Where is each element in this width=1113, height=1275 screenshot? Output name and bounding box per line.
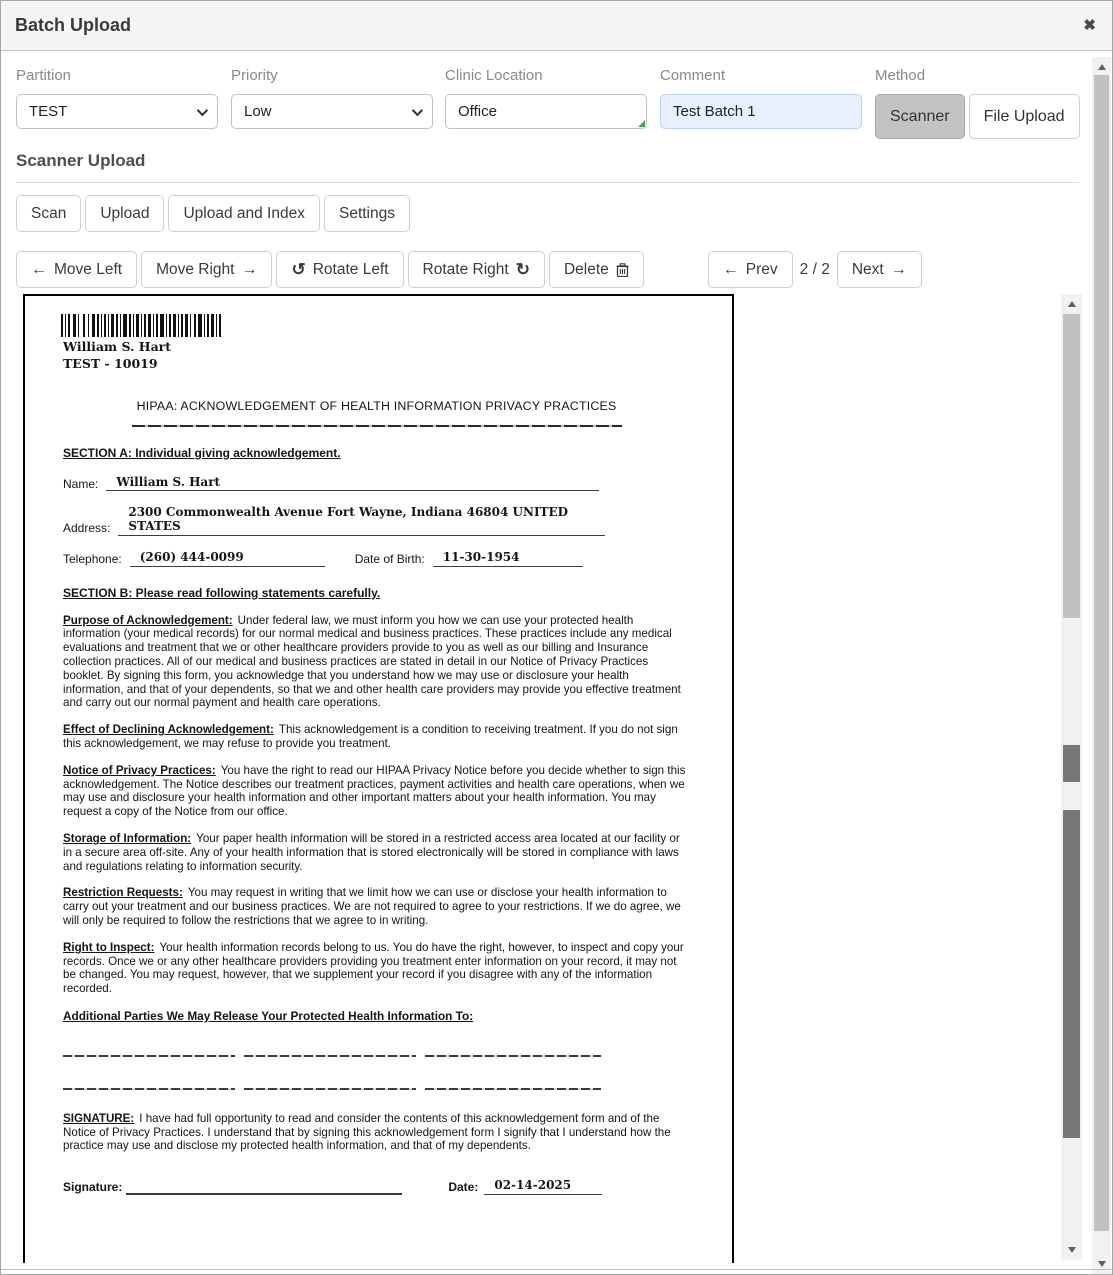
doc-date-label: Date: bbox=[448, 1180, 479, 1195]
arrow-left-icon: ← bbox=[31, 260, 47, 278]
dialog-title: Batch Upload bbox=[15, 15, 132, 35]
doc-blank-line bbox=[244, 1088, 416, 1090]
scroll-up-icon[interactable] bbox=[1061, 296, 1082, 312]
doc-section-b-heading: SECTION B: Please read following statements carefully. bbox=[63, 585, 381, 600]
doc-paragraph-lead: Right to Inspect: bbox=[63, 940, 155, 954]
clinic-location-input[interactable] bbox=[445, 94, 647, 129]
doc-paragraph bbox=[63, 614, 690, 711]
doc-additional-parties-heading: Additional Parties We May Release Your Protected Health Information To: bbox=[63, 1008, 474, 1023]
doc-paragraph-lead: Effect of Declining Acknowledgement: bbox=[63, 723, 274, 737]
rotate-left-button[interactable] bbox=[276, 251, 403, 288]
dialog-scrollbar[interactable] bbox=[1092, 57, 1111, 1274]
settings-button[interactable]: Settings bbox=[324, 195, 410, 232]
doc-blank-line-row bbox=[63, 1088, 690, 1090]
doc-patient-id: TEST - 10019 bbox=[63, 356, 158, 371]
doc-name-label: Name: bbox=[63, 476, 99, 491]
doc-paragraph bbox=[63, 886, 690, 927]
doc-paragraph-text: This acknowledgement is a condition to receiving treatment. If you do not sign this acknowledgement, we may refuse to provide you treatment. bbox=[63, 723, 678, 750]
comment-label: Comment bbox=[660, 67, 726, 84]
doc-blank-line-row bbox=[63, 1055, 690, 1057]
doc-phone-dob-row bbox=[63, 551, 690, 567]
next-page-button[interactable] bbox=[837, 251, 922, 288]
upload-and-index-button[interactable]: Upload and Index bbox=[168, 195, 320, 232]
arrow-left-icon: ← bbox=[722, 260, 739, 278]
scroll-marker bbox=[1063, 810, 1080, 1138]
doc-title-rule bbox=[132, 425, 622, 427]
partition-select[interactable] bbox=[16, 94, 218, 129]
delete-label: Delete bbox=[563, 260, 609, 278]
document-preview-page[interactable] bbox=[23, 294, 734, 1263]
doc-phone-label: Telephone: bbox=[63, 551, 122, 566]
method-scanner-button[interactable]: Scanner bbox=[875, 94, 965, 139]
trash-icon bbox=[616, 263, 629, 277]
doc-dob-label: Date of Birth: bbox=[354, 551, 425, 566]
doc-address-value: 2300 Commonwealth Avenue Fort Wayne, Indiana 46804 UNITED STATES bbox=[118, 506, 605, 536]
doc-signature-row bbox=[63, 1179, 690, 1195]
doc-paragraph bbox=[63, 764, 690, 819]
doc-paragraph bbox=[63, 832, 690, 873]
pager-group bbox=[708, 251, 922, 288]
rotate-left-icon: ↺ bbox=[291, 259, 306, 279]
next-label: Next bbox=[851, 260, 884, 278]
delete-button[interactable] bbox=[549, 251, 644, 288]
method-label: Method bbox=[875, 67, 926, 84]
doc-address-row bbox=[63, 506, 690, 536]
doc-paragraph-lead: Storage of Information: bbox=[63, 831, 192, 845]
page-indicator: 2 / 2 bbox=[799, 260, 830, 278]
doc-blank-line bbox=[63, 1088, 235, 1090]
scanner-action-row bbox=[16, 195, 410, 232]
chevron-down-icon bbox=[412, 104, 423, 115]
chevron-down-icon bbox=[197, 104, 208, 115]
doc-patient-name: William S. Hart bbox=[63, 339, 172, 354]
move-right-button[interactable] bbox=[141, 251, 272, 288]
viewer-scrollbar[interactable] bbox=[1061, 294, 1082, 1260]
priority-label: Priority bbox=[231, 67, 278, 84]
doc-paragraph-text: You may request in writing that we limit how we can use or disclose your health information to carry out your treatment and our business practices. We are not required to agree to your restrictions. If we do agree, we will only be required to follow the restrictions that we agree to in writing. bbox=[63, 886, 681, 927]
partition-selected-value: TEST bbox=[29, 103, 68, 120]
scroll-down-icon[interactable] bbox=[1061, 1242, 1082, 1258]
doc-blank-line bbox=[244, 1055, 416, 1057]
dialog-scrollbar-thumb[interactable] bbox=[1094, 75, 1109, 1231]
upload-button[interactable]: Upload bbox=[85, 195, 164, 232]
doc-date-value: 02-14-2025 bbox=[484, 1179, 602, 1195]
doc-signature-line bbox=[126, 1182, 402, 1195]
doc-paragraph-lead: Restriction Requests: bbox=[63, 886, 183, 900]
doc-blank-line bbox=[425, 1088, 601, 1090]
document-content bbox=[25, 296, 732, 1195]
priority-select[interactable] bbox=[231, 94, 433, 129]
rotate-right-label: Rotate Right bbox=[422, 260, 509, 278]
autofill-corner-icon bbox=[638, 120, 645, 127]
clinic-location-field-wrap bbox=[445, 94, 647, 129]
scroll-marker bbox=[1063, 745, 1080, 782]
doc-name-row bbox=[63, 476, 690, 492]
section-divider bbox=[16, 182, 1079, 183]
doc-paragraph-text: Your paper health information will be stored in a restricted access area located at our facility or in a secure area off-site. Any of your health information that is stored electronically will be stored in compliance with laws and regulations relating to information security. bbox=[63, 831, 680, 873]
doc-name-value: William S. Hart bbox=[106, 476, 599, 492]
doc-title: HIPAA: ACKNOWLEDGEMENT OF HEALTH INFORMATION PRIVACY PRACTICES bbox=[136, 399, 617, 413]
doc-blank-line bbox=[425, 1055, 601, 1057]
page-toolbar bbox=[16, 251, 922, 288]
viewer-scrollbar-thumb[interactable] bbox=[1063, 314, 1080, 618]
doc-dob-value: 11-30-1954 bbox=[433, 551, 583, 567]
rotate-right-icon: ↻ bbox=[515, 259, 530, 279]
rotate-left-label: Rotate Left bbox=[312, 260, 389, 278]
arrow-right-icon: → bbox=[890, 260, 907, 278]
doc-paragraph-text: You have the right to read our HIPAA Privacy Notice before you decide whether to sign this acknowledgement. The Notice describes our treatment practices, payment activities and health care operations, when we may use and disclosure your health information and other important matters about your health information. You may request a copy of the Notice from our office. bbox=[63, 763, 686, 819]
doc-paragraph-text: Under federal law, we must inform you how we can use your protected health information (your medical records) for our normal medical and business practices. These practices include any medical evaluations and treatment that we or other healthcare providers provide to you as well as our billing and Insurance collection practices. All of our medical and business practices are stated in detail in our Notice of Privacy Practices booklet. By signing this form, you acknowledge that you understand how we may use or disclosure your health information, and that of your dependents, so that we and other health care providers may provide you effective treatment and carry out our normal payment and health care operations. bbox=[63, 613, 681, 710]
prev-label: Prev bbox=[745, 260, 778, 278]
doc-paragraph bbox=[63, 941, 690, 996]
scanner-upload-heading: Scanner Upload bbox=[16, 151, 146, 170]
move-left-label: Move Left bbox=[54, 260, 123, 278]
doc-blank-line bbox=[63, 1055, 235, 1057]
doc-signature-label: Signature: bbox=[63, 1180, 123, 1195]
doc-phone-value: (260) 444-0099 bbox=[130, 551, 325, 567]
rotate-right-button[interactable] bbox=[408, 251, 545, 288]
move-left-button[interactable] bbox=[16, 251, 137, 288]
prev-page-button[interactable] bbox=[708, 251, 793, 288]
priority-selected-value: Low bbox=[244, 103, 272, 120]
close-icon[interactable]: ✖ bbox=[1083, 17, 1096, 34]
dialog-bottom-border bbox=[1, 1269, 1112, 1270]
scan-button[interactable]: Scan bbox=[16, 195, 81, 232]
partition-label: Partition bbox=[16, 67, 72, 84]
clinic-location-label: Clinic Location bbox=[445, 67, 543, 84]
doc-paragraph-lead: Notice of Privacy Practices: bbox=[63, 763, 216, 777]
doc-signature-lead: SIGNATURE: bbox=[63, 1111, 135, 1125]
doc-paragraph-lead: Purpose of Acknowledgement: bbox=[63, 613, 233, 627]
arrow-right-icon: → bbox=[241, 260, 258, 278]
scroll-up-icon[interactable] bbox=[1092, 59, 1111, 75]
barcode-image bbox=[61, 314, 221, 337]
doc-paragraph bbox=[63, 723, 690, 751]
doc-signature-paragraph bbox=[63, 1112, 690, 1153]
dialog-titlebar bbox=[1, 1, 1112, 51]
doc-paragraph-text: Your health information records belong to us. You do have the right, however, to inspect and copy your records. Once we or any other healthcare providers providing you treatment enter information on your record, it may not be changed. You may request, however, that we supplement your record if you disagree with any of the information recorded. bbox=[63, 940, 684, 996]
doc-section-a-heading: SECTION A: Individual giving acknowledgement. bbox=[63, 445, 341, 460]
doc-date-group bbox=[448, 1179, 602, 1195]
comment-input[interactable] bbox=[660, 94, 862, 129]
method-toggle-group bbox=[875, 94, 1080, 139]
doc-address-label: Address: bbox=[63, 521, 111, 536]
method-file-upload-button[interactable]: File Upload bbox=[969, 94, 1080, 139]
doc-signature-text: I have had full opportunity to read and consider the contents of this acknowledgement form and of the Notice of Privacy Practices. I understand that by signing this acknowledgement form I signify that I understand how the practice may use and disclose my protected health information, and that of my dependents. bbox=[63, 1111, 671, 1153]
move-right-label: Move Right bbox=[156, 260, 235, 278]
